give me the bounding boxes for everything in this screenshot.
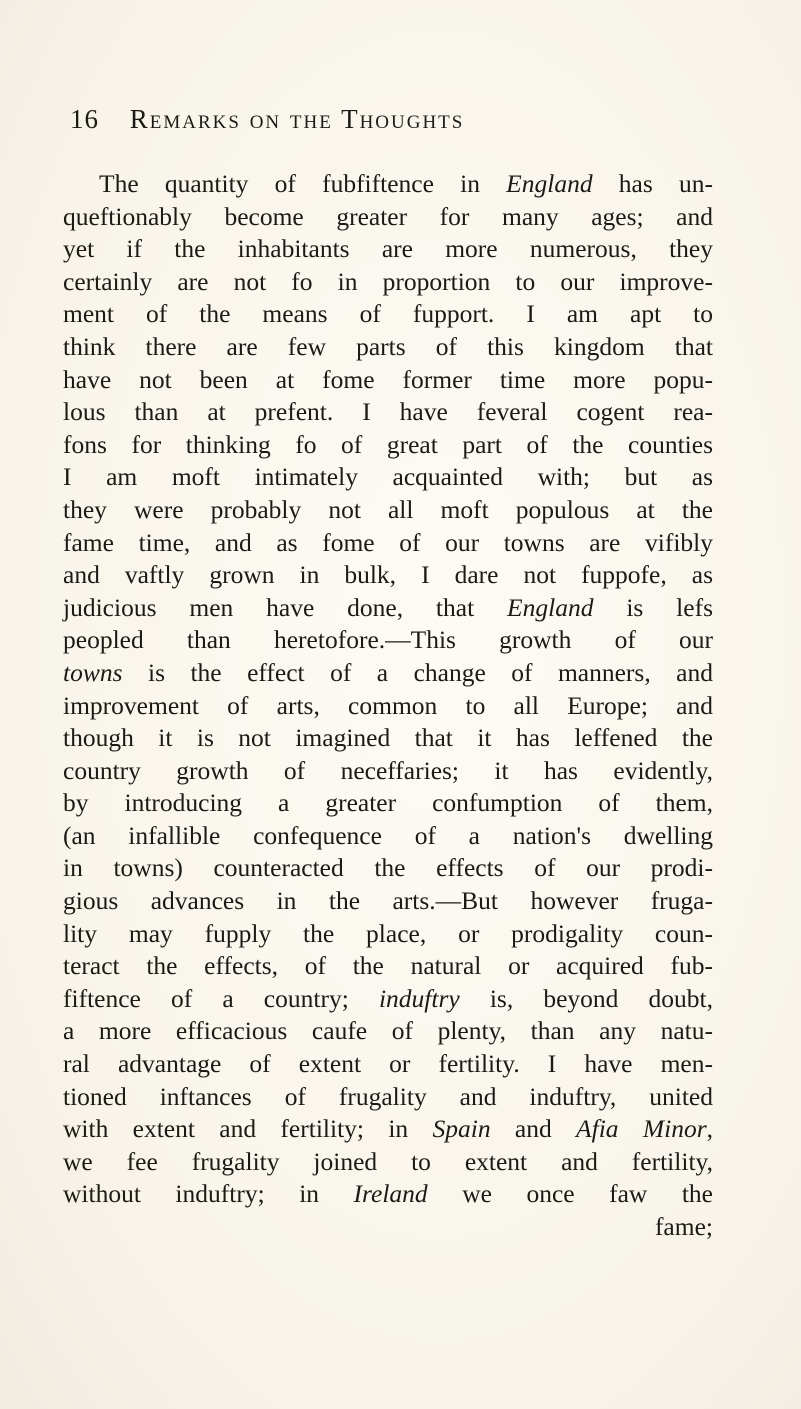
text-segment: ment of the means of fupport. I am apt to xyxy=(63,299,713,329)
text-segment: is the effect of a change of manners, and xyxy=(122,657,713,687)
text-segment: lity may fupply the place, or prodigality coun- xyxy=(63,918,713,948)
text-segment: has un- xyxy=(592,169,713,198)
text-segment: without induftry; in xyxy=(63,1179,354,1209)
text-segment: is lefs xyxy=(593,592,714,622)
text-segment: certainly are not fo in proportion to our improve- xyxy=(63,266,713,296)
text-line xyxy=(63,820,713,853)
text-line xyxy=(63,983,713,1016)
italic-text-segment: England xyxy=(507,592,594,622)
text-line xyxy=(63,592,713,625)
text-segment: and vaftly grown in bulk, I dare not fuppofe, as xyxy=(63,560,713,590)
text-segment: think there are few parts of this kingdom that xyxy=(63,331,713,361)
text-line xyxy=(63,787,713,820)
text-segment: fons for thinking fo of great part of the counties xyxy=(63,429,713,459)
text-line xyxy=(63,396,713,429)
italic-text-segment: Ireland xyxy=(353,1179,428,1209)
text-line xyxy=(63,461,713,494)
text-segment: fiftence of a country; xyxy=(63,983,379,1013)
italic-text-segment: towns xyxy=(63,657,123,687)
text-segment: tioned inftances of frugality and induftry, united xyxy=(63,1081,713,1111)
text-line xyxy=(63,950,713,983)
text-line xyxy=(63,624,713,657)
text-segment: peopled than heretofore.—This growth of our xyxy=(63,625,713,655)
text-line xyxy=(63,1178,713,1211)
italic-text-segment: Spain xyxy=(432,1114,491,1144)
page-number: 16 xyxy=(70,104,99,134)
text-segment: teract the effects, of the natural or acquired fub- xyxy=(63,951,713,981)
text-line xyxy=(63,918,713,951)
text-line xyxy=(63,298,713,331)
running-head xyxy=(70,104,670,144)
text-segment: in towns) counteracted the effects of our prodi- xyxy=(63,853,713,883)
text-line xyxy=(63,755,713,788)
text-line xyxy=(63,168,713,201)
text-line xyxy=(63,690,713,723)
text-segment: ral advantage of extent or fertility. I have men- xyxy=(63,1049,713,1079)
text-segment: The quantity of fubfiftence in xyxy=(99,169,507,198)
text-line xyxy=(63,201,713,234)
text-segment: they were probably not all moft populous at the xyxy=(63,494,713,524)
text-segment: yet if the inhabitants are more numerous, they xyxy=(63,234,713,264)
text-segment: we fee frugality joined to extent and fertility, xyxy=(63,1146,713,1176)
text-line xyxy=(63,1113,713,1146)
text-segment: we once faw the xyxy=(427,1179,713,1209)
body-paragraph xyxy=(63,168,713,1244)
text-line xyxy=(63,1081,713,1114)
text-segment: judicious men have done, that xyxy=(63,592,508,622)
text-line xyxy=(63,852,713,885)
text-line xyxy=(63,527,713,560)
text-line xyxy=(63,559,713,592)
text-line xyxy=(63,331,713,364)
text-segment: with extent and fertility; in xyxy=(63,1114,433,1144)
italic-text-segment: England xyxy=(506,169,593,198)
text-line xyxy=(63,885,713,918)
text-line xyxy=(63,233,713,266)
running-title: Remarks on the Thoughts xyxy=(129,104,465,134)
text-line xyxy=(63,494,713,527)
text-segment: gious advances in the arts.—But however fruga- xyxy=(63,886,713,916)
text-line xyxy=(63,1146,713,1179)
text-line xyxy=(63,1015,713,1048)
text-segment: , xyxy=(706,1114,713,1144)
text-line xyxy=(63,364,713,397)
text-segment: have not been at fome former time more popu- xyxy=(63,364,713,394)
text-line xyxy=(63,429,713,462)
text-line xyxy=(63,266,713,299)
text-segment: lous than at prefent. I have feveral cogent rea- xyxy=(63,397,713,427)
text-line xyxy=(63,657,713,690)
text-segment: (an infallible confequence of a nation's dwelling xyxy=(63,820,713,850)
text-segment: I am moft intimately acquainted with; but as xyxy=(63,462,713,492)
text-segment: and xyxy=(490,1114,577,1144)
text-segment: by introducing a greater confumption of them, xyxy=(63,788,713,818)
text-segment: a more efficacious caufe of plenty, than any natu- xyxy=(63,1016,713,1046)
italic-text-segment: Afia Minor xyxy=(576,1114,707,1144)
text-segment: country growth of neceffaries; it has evidently, xyxy=(63,755,713,785)
text-segment: improvement of arts, common to all Europe; and xyxy=(63,690,713,720)
text-line xyxy=(63,722,713,755)
text-line xyxy=(63,1048,713,1081)
text-segment: is, beyond doubt, xyxy=(459,983,713,1013)
catchword: fame; xyxy=(654,1212,713,1241)
text-segment: though it is not imagined that it has leffened the xyxy=(63,723,713,753)
text-segment: fame time, and as fome of our towns are vifibly xyxy=(63,527,713,557)
text-segment: queftionably become greater for many ages; and xyxy=(63,201,713,231)
italic-text-segment: induftry xyxy=(378,983,460,1013)
